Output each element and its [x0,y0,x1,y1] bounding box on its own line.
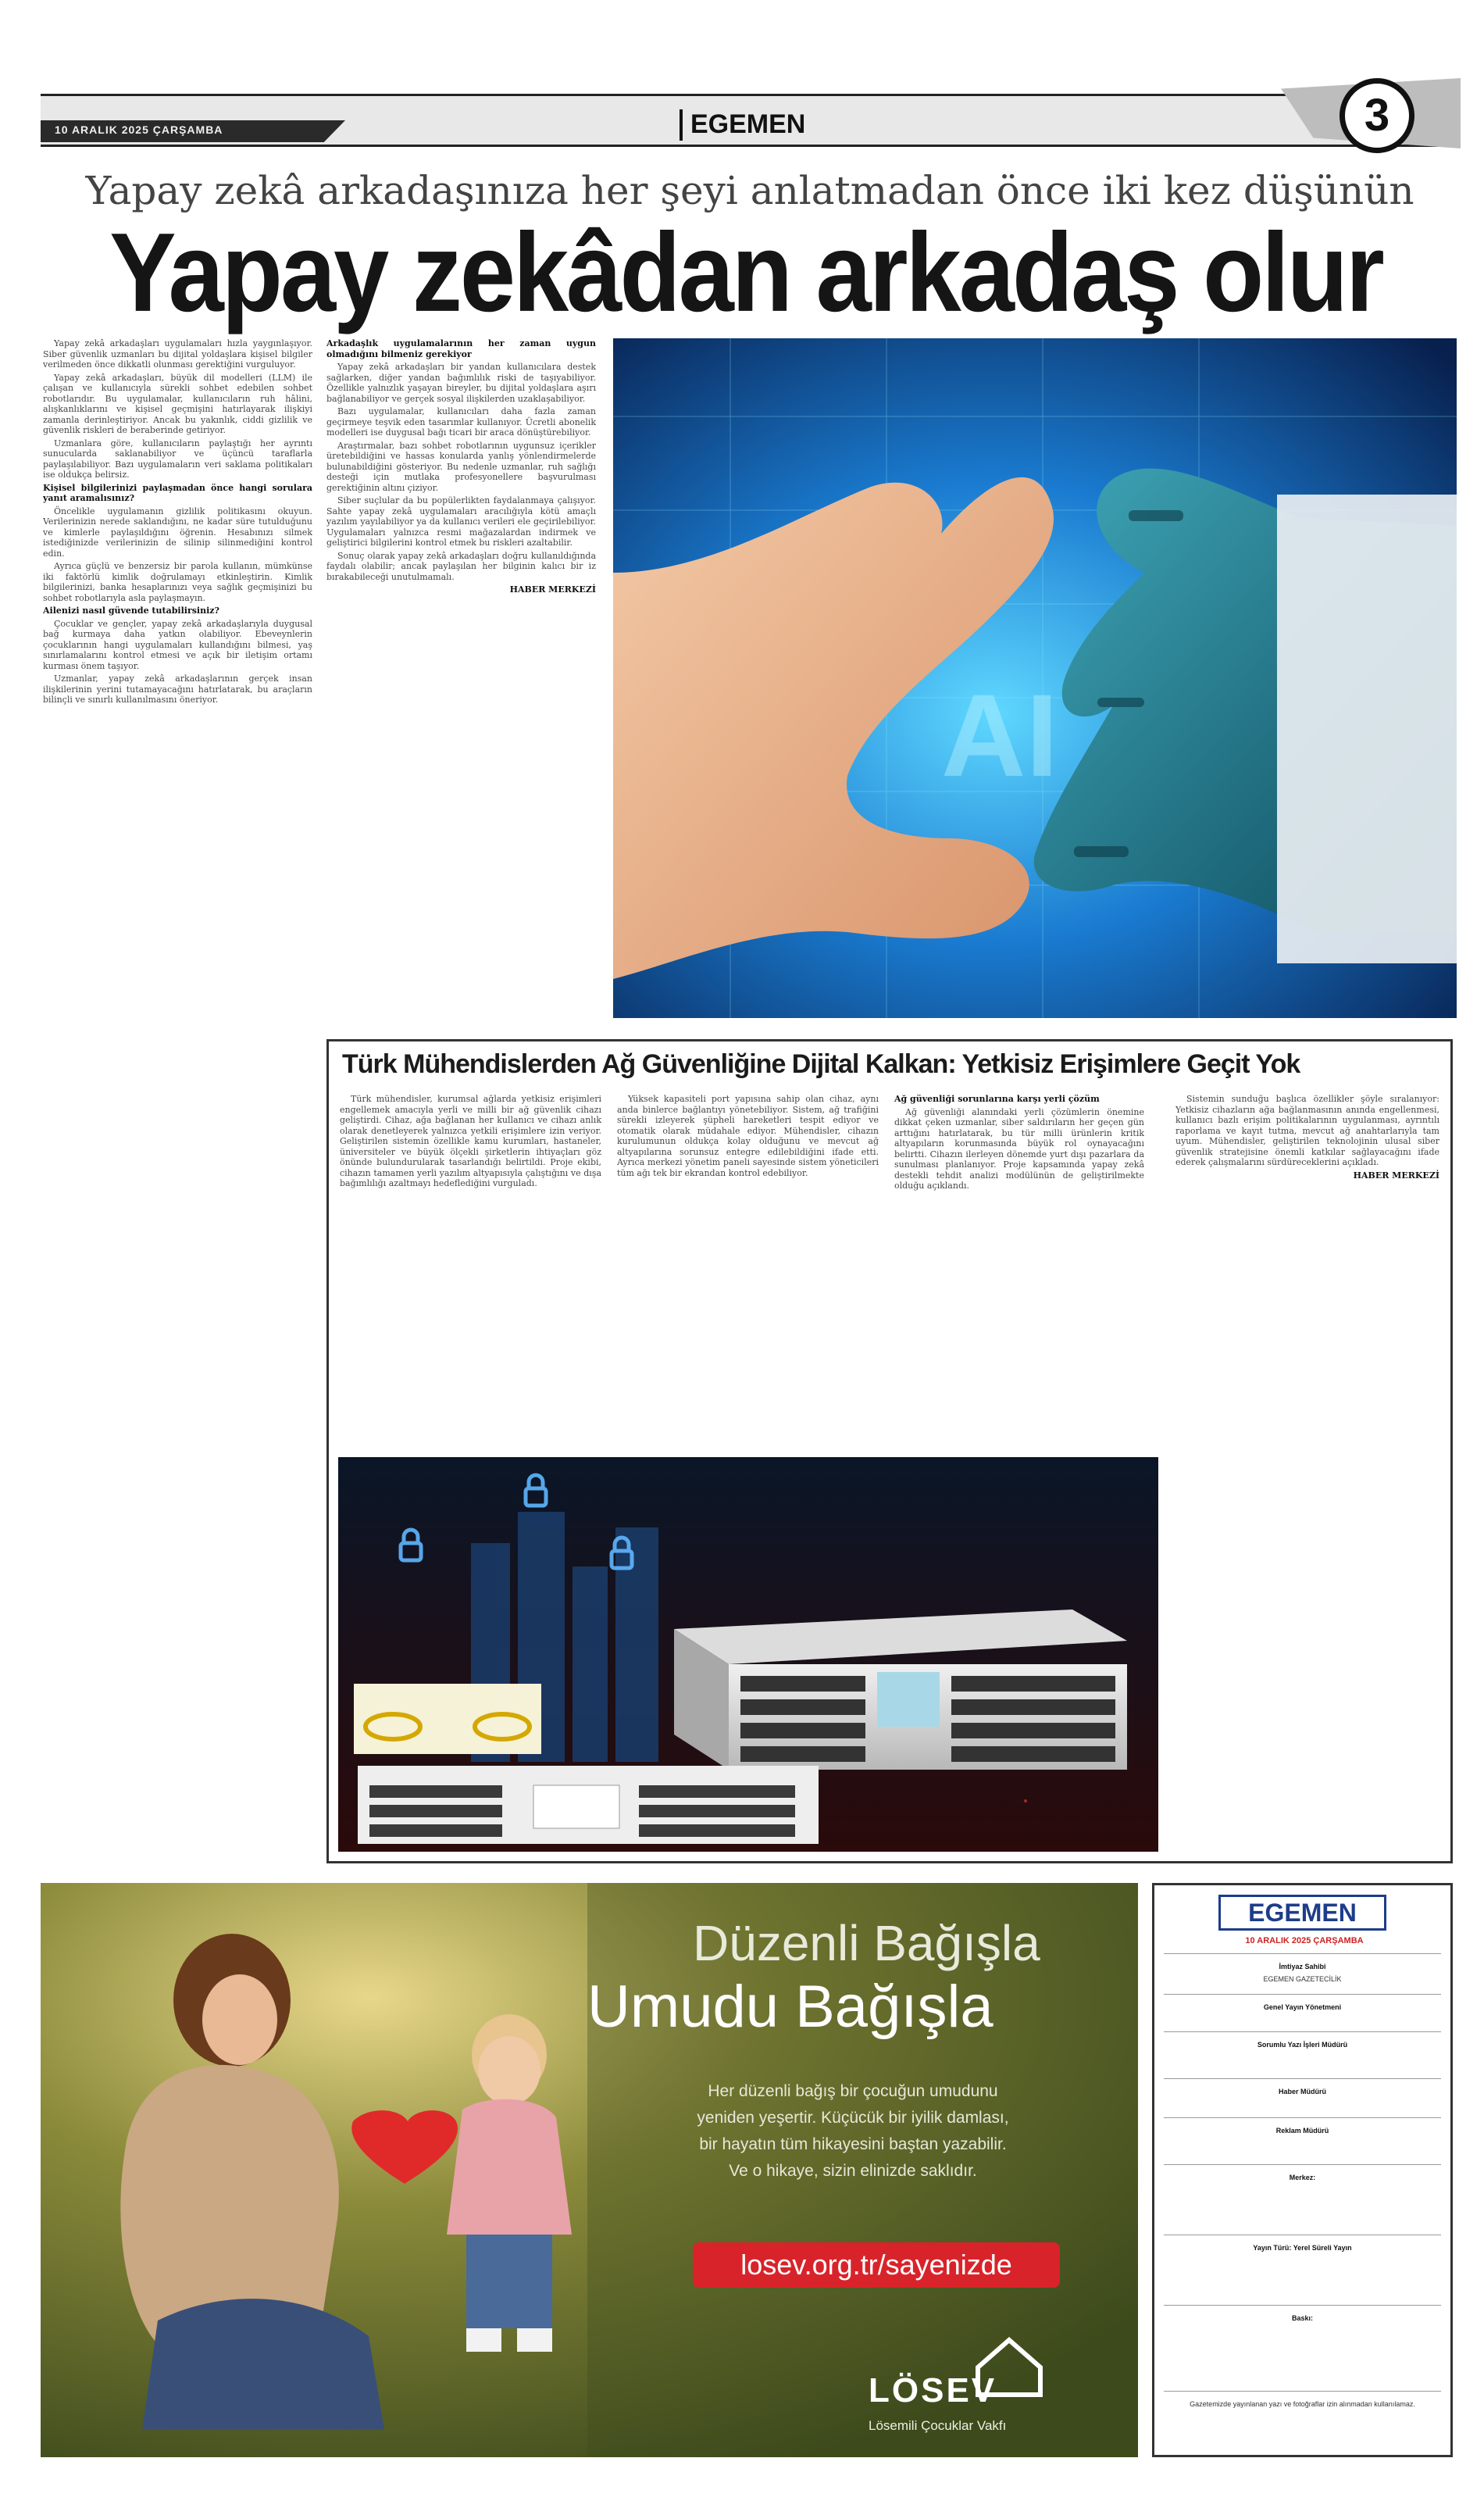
imprint-divider [1164,2078,1441,2079]
box-source: HABER MERKEZİ [1353,1170,1439,1181]
imprint-line: Sorumlu Yazı İşleri Müdürü [1257,2041,1348,2049]
imprint-line: Haber Müdürü [1278,2088,1326,2095]
ad-body-line: Her düzenli bağış bir çocuğun umudunu [708,2082,998,2100]
paragraph: Ayrıca güçlü ve benzersiz bir parola kullanın, mümkünse iki faktörlü kimlik doğrulamayı etkinleştirin. Kimlik bilgilerinizi, banka hesaplarınızı veya sağlık geçmişinizi bu sohbet robotlarıyla asla paylaşmayın. [43,561,312,603]
imprint-divider [1164,1994,1441,1995]
box-column-1 [340,1094,601,1449]
subheading: Arkadaşlık uygulamalarının her zaman uygun olmadığını bilmeniz gerekiyor [326,338,596,359]
subheading: Ağ güvenliği sorunlarına karşı yerli çözüm [894,1094,1100,1104]
article-column-2 [326,338,596,1018]
ad-body-line: Ve o hikaye, sizin elinizde saklıdır. [729,2162,977,2180]
box-column-3 [894,1094,1144,1449]
paragraph: Uzmanlar, yapay zekâ arkadaşlarının gerçek insan ilişkilerinin yerini tutamayacağını hatırlatarak, bu araçların bilinçli ve sınırlı kullanılmasını öneriyor. [43,673,312,705]
paragraph: Sonuç olarak yapay zekâ arkadaşları doğru kullanıldığında faydalı olabilir; ancak paylaşılan her bilginin kalıcı bir iz bırakabileceği unutulmamalı. [326,550,596,582]
ad-line-2: Umudu Bağışla [587,1974,993,2040]
child-face [478,2036,540,2105]
ad-tagline: Lösemili Çocuklar Vakfı [869,2418,1007,2433]
article-kicker: Yapay zekâ arkadaşınıza her şeyi anlatmadan önce iki kez düşünün [85,168,1414,213]
paragraph: Bazı uygulamalar, kullanıcıları daha fazla zaman geçirmeye teşvik eden tasarımlar kullanıyor. Ücretli abonelik modelleri ise duygusal bağı ticari bir araca dönüştürebiliyor. [326,406,596,438]
paragraph: Yapay zekâ arkadaşları uygulamaları hızla yaygınlaşıyor. Siber güvenlik uzmanları bu dijital yoldaşlara kişisel bilgiler verilmeden önce dikkatli olunması gerektiğini vurguluyor. [43,338,312,370]
ad-body-line: yeniden yeşertir. Küçücük bir iyilik damlası, [697,2109,1009,2127]
child-jacket [447,2099,572,2235]
mother-face [202,1974,277,2065]
box-column-2 [617,1094,879,1449]
subheading: Kişisel bilgilerinizi paylaşmadan önce hangi sorulara yanıt aramalısınız? [43,482,312,503]
box-headline: Türk Mühendislerden Ağ Güvenliğine Dijital Kalkan: Yetkisiz Erişimlere Geçit Yok [342,1049,1300,1079]
article-headline: Yapay zekâdan arkadaş olur [109,210,1382,336]
paragraph: Yapay zekâ arkadaşları bir yandan kullanıcılara destek sağlarken, diğer yandan bağımlılık riski de taşıyabiliyor. Özellikle yalnızlık yaşayan bireyler, bu dijital yoldaşlara aşırı bağlanabiliyor ve gerçek sosyal ilişkilerden uzaklaşabiliyor. [326,362,596,404]
imprint-line: Baskı: [1291,2314,1313,2322]
cable-diagram-panel [354,1684,541,1754]
paragraph: Yüksek kapasiteli port yapısına sahip olan cihaz, aynı anda binlerce bağlantıyı yönetebiliyor. Sistem, ağ trafiğini sürekli izleyerek şüpheli hareketleri tespit ediyor ve otomatik olarak müdahale ediyor. Mühendisler, cihazın kurulumunun oldukça kolay olduğunu ve mevcut ağ altyapılarına sorunsuz entegre edilebildiğini ifade etti. Ayrıca merkezi yönetim paneli sayesinde sistem yöneticileri tüm ağı tek bir ekrandan kontrol edebiliyor. [617,1094,879,1178]
paragraph: Uzmanlara göre, kullanıcıların paylaştığı her ayrıntı sunucularda saklanabiliyor ve üçüncü taraflarla paylaşılabiliyor. Bazı uygulamaların veri saklama politikaları ise oldukça belirsiz. [43,438,312,480]
imprint-line: Genel Yayın Yönetmeni [1263,2003,1342,2011]
article-source: HABER MERKEZİ [509,584,596,595]
box-column-4 [1175,1094,1439,1844]
imprint-line: Reklam Müdürü [1275,2127,1329,2135]
imprint-line: Yayın Türü: Yerel Süreli Yayın [1253,2244,1352,2252]
network-security-device-image [338,1457,1158,1852]
imprint-divider [1164,1953,1441,1954]
imprint-line: İmtiyaz Sahibi [1279,1963,1326,1970]
page-number: 3 [1340,78,1414,153]
imprint-line: Merkez: [1289,2174,1316,2181]
ad-url-button[interactable]: losev.org.tr/sayenizde [693,2242,1060,2288]
imprint-divider [1164,2164,1441,2165]
imprint-divider [1164,2031,1441,2032]
newspaper-logo: EGEMEN [680,109,831,141]
imprint-divider [1164,2117,1441,2118]
paragraph: Öncelikle uygulamanın gizlilik politikasını okuyun. Verilerinizin nerede saklandığını, ne kadar süre tutulduğunu ve kimlerle paylaşıldığını öğrenin. Hesabınızı silmek istediğinizde verilerinizin de silinip silinmediğini kontrol edin. [43,506,312,559]
imprint-logo: EGEMEN [1218,1895,1386,1931]
device-display [877,1672,940,1727]
child-jeans [466,2235,552,2328]
hero-image-hand-robot-heart [613,338,1457,1018]
ad-body-line: bir hayatın tüm hikayesini baştan yazabilir. [699,2135,1007,2153]
issue-date: 10 ARALIK 2025 ÇARŞAMBA [55,123,223,136]
imprint-divider [1164,2391,1441,2392]
robot-sleeve [1277,495,1457,963]
losev-donation-ad [41,1883,1138,2457]
paragraph: Ağ güvenliği alanındaki yerli çözümlerin önemine dikkat çeken uzmanlar, siber saldırıların her geçen gün arttığını hatırlatarak, bu tür milli ürünlerin kritik altyapıların korunmasında büyük rol oynayacağını belirtti. Cihazın ilerleyen dönemde yurt dışı pazarlara da sunulması planlanıyor. Proje kapsamında yapay zekâ destekli tehdit analizi modülünün de geliştirilmekte olduğu açıklandı. [894,1106,1144,1191]
paragraph: Çocuklar ve gençler, yapay zekâ arkadaşlarıyla duygusal bağ kurmaya daha yatkın olabiliyor. Ebeveynlerin çocuklarının hangi uygulamaları kullandığını bilmesi, yaş sınırlamalarını kontrol etmesi ve açık bir iletişim ortamı kurması önem taşıyor. [43,618,312,671]
article-column-1 [43,338,312,1854]
ad-body [603,2078,1103,2185]
ad-logo: LÖSEV [869,2371,997,2410]
paragraph: Sistemin sunduğu başlıca özellikler şöyle sıralanıyor: Yetkisiz cihazların ağa bağlanmasının anında engellenmesi, kullanıcı bazlı erişim politikalarının uygulanması, ayrıntılı raporlama ve kayıt tutma, mevcut ağ anahtarlarıyla tam uyum. Mühendisler, geliştirilen teknolojinin ulusal siber güvenlik stratejisine önemli katkılar sağlayacağını ifade ederek çalışmalarını sürdüreceklerini açıkladı. [1175,1094,1439,1167]
ai-watermark-text: AI [941,670,1058,801]
paragraph: Yapay zekâ arkadaşları, büyük dil modelleri (LLM) ile çalışan ve kullanıcıyla sürekli sohbet edebilen sohbet robotlarıdır. Bu uygulamalar, kullanıcıların ruh hâlini, alışkanlıklarını ve kişisel geçmişini hatırlayarak ilişkiyi zamanla derinleştiriyor. Ancak bu yakınlık, ciddi gizlilik ve güvenlik riskleri de beraberinde getiriyor. [43,372,312,435]
imprint-date: 10 ARALIK 2025 ÇARŞAMBA [1245,1936,1364,1945]
paragraph: Siber suçlular da bu popülerlikten faydalanmaya çalışıyor. Sahte yapay zekâ uygulamaları aracılığıyla kötü amaçlı yazılım yayılabiliyor ya da kullanıcı verileri ele geçirilebiliyor. Uygulamaları yalnızca resmi mağazalardan indirmek ve geliştirici bilgilerini kontrol etmek bu riskleri azaltabilir. [326,495,596,548]
paragraph: Türk mühendisler, kurumsal ağlarda yetkisiz erişimleri engellemek amacıyla yerli ve milli bir ağ güvenlik cihazı geliştirdi. Cihaz, ağa bağlanan her kullanıcı ve cihazı anlık olarak denetleyerek yalnızca yetkili erişimlere izin veriyor. Geliştirilen sistemin özellikle kamu kurumları, hastaneler, üniversiteler ve büyük ölçekli şirketlerin ihtiyaçları göz önünde bulundurularak tasarlandığı belirtildi. Proje ekibi, cihazın tamamen yerli yazılım altyapısıyla çalıştığını ve dışa bağımlılığı azaltmayı hedeflediğini vurguladı. [340,1094,601,1188]
ad-line-1: Düzenli Bağışla [693,1915,1040,1971]
imprint-line: Gazetemizde yayınlanan yazı ve fotoğraflar izin alınmadan kullanılamaz. [1190,2400,1415,2408]
subheading: Ailenizi nasıl güvende tutabilirsiniz? [43,606,219,616]
imprint-line: EGEMEN GAZETECİLİK [1263,1975,1342,1983]
paragraph: Araştırmalar, bazı sohbet robotlarının uygunsuz içerikler üretebildiğini ve hassas konularda yanlış yönlendirmelerde bulunabildiğini gösteriyor. Bu nedenle uzmanlar, ruh sağlığı desteği için mutlaka profesyonellere başvurulması gerektiğinin altını çiziyor. [326,440,596,493]
imprint-divider [1164,2305,1441,2306]
